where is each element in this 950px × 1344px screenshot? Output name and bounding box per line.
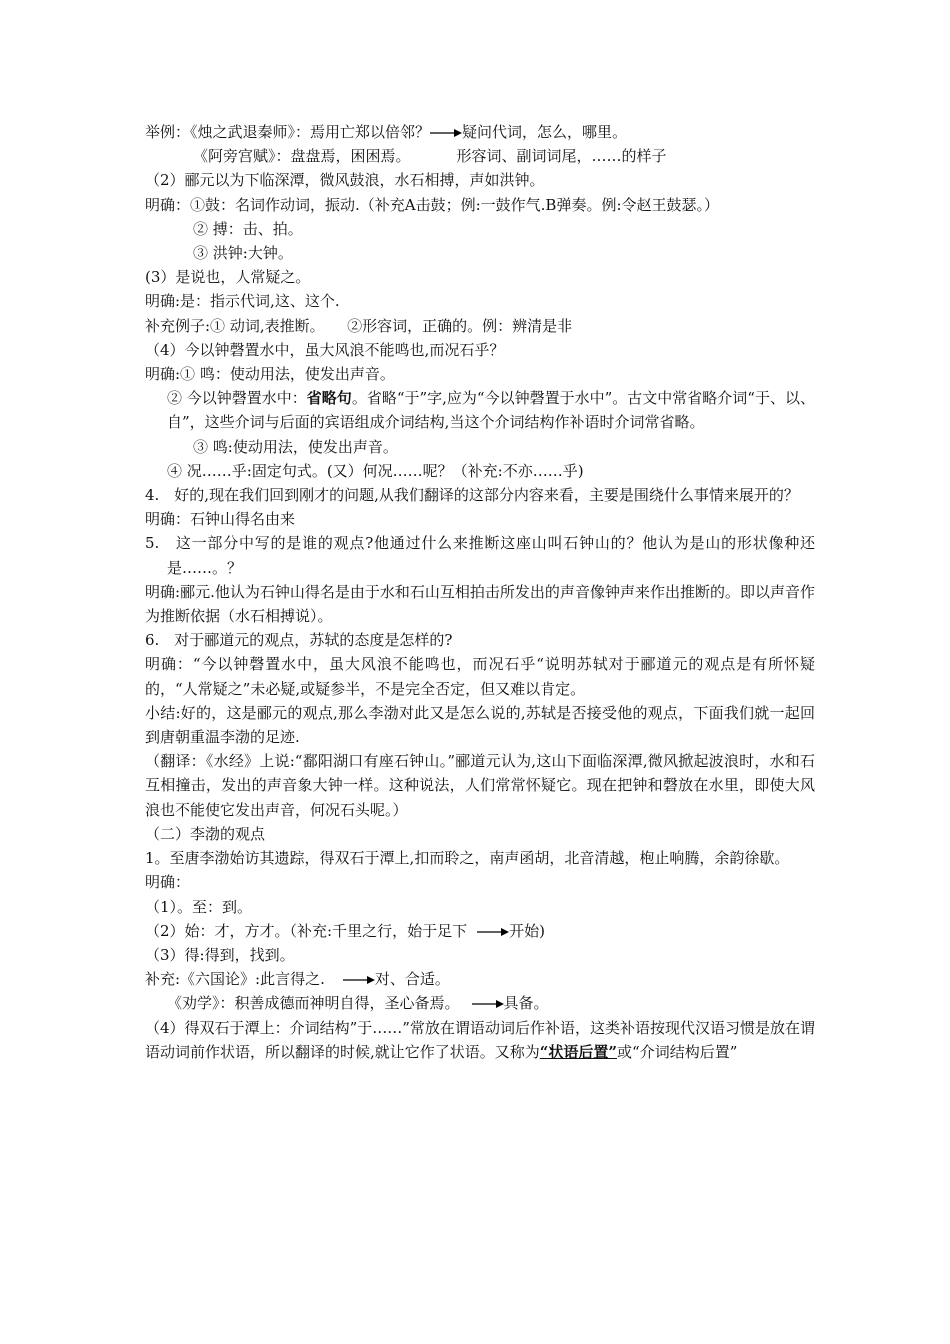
example-line-1: 举例：《烛之武退秦师》：焉用亡郑以倍邻？ 疑问代词，怎么，哪里。 [145,123,628,141]
arrow-icon [430,128,462,138]
answer-zhi: （1）。至：到。 [145,897,253,916]
answer-label: 明确： [145,873,191,892]
example-line-2: 《阿旁宫赋》：盘盘焉，困困焉。 形容词、副词词尾，……的样子 [193,147,667,166]
answer-kuang: ④ 况……乎:固定句式。(又）何况……呢？（补充:不亦……乎) [167,461,584,480]
answer-shi: 明确:是：指示代词,这、这个. [145,292,340,311]
sentence-3: (3）是说也，人常疑之。 [145,268,311,287]
supplement-liuguolun: 补充:《六国论》:此言得之. 对、合适。 [145,970,450,989]
question-5: 5. 这一部分中写的是谁的观点?他通过什么来推断这座山叫石钟山的？他认为是山的形状像种还是……。？ [145,534,815,577]
answer-4: 明确：石钟山得名由来 [145,510,296,529]
answer-omission: ② 今以钟磬置水中：省略句。省略“于”字,应为“今以钟磬置于水中”。古文中常省略介词“于、以、自”，这些介词与后面的宾语组成介词结构,当这个介词结构作补语时介词常省略。 [167,389,815,432]
arrow-icon [472,999,504,1009]
document-page [145,120,815,1064]
translation: （翻译：《水经》上说:“鄱阳湖口有座石钟山。”郦道元认为,这山下面临深潭,微风掀起波浪时，水和石互相撞击，发出的声音象大钟一样。这种说法，人们常常怀疑它。现在把钟和磬放在水里，即使大风浪也不能使它发出声音，何况石头呢。） [145,752,815,819]
sentence-2: （2）郦元以为下临深潭，微风鼓浪，水石相搏，声如洪钟。 [145,171,545,190]
answer-gu: 明确：①鼓：名词作动词，振动.（补充A击鼓；例:一鼓作气.B弹奏。例:令赵王鼓瑟。） [145,195,720,214]
answer-de: （3）得:得到，找到。 [145,945,295,964]
adverbial-postposition-term: “状语后置” [539,1042,618,1061]
arrow-icon [477,927,509,937]
answer-ming-2: ③ 鸣:使动用法，使发出声音。 [193,437,398,456]
answer-5: 明确:郦元.他认为石钟山得名是由于水和石山互相拍击所发出的声音像钟声来作出推断的。即以声音作为推断依据（水石相搏说）。 [145,582,815,626]
answer-hongzhong: ③ 洪钟:大钟。 [193,244,293,263]
section-heading-li-bo: （二）李渤的观点 [145,824,266,843]
answer-ming: 明确:① 鸣：使动用法，使发出声音。 [145,365,395,384]
arrow-icon [343,975,375,985]
question-4: 4. 好的,现在我们回到刚才的问题,从我们翻译的这部分内容来看，主要是围绕什么事情来展开的？ [145,486,799,505]
supplement-examples: 补充例子:① 动词,表推断。 ②形容词，正确的。例：辨清是非 [145,316,573,335]
answer-shi-start: （2）始：才，方才。（补充:千里之行，始于足下 开始) [145,921,545,940]
answer-bo: ② 搏：击、拍。 [193,219,303,238]
summary: 小结:好的，这是郦元的观点,那么李渤对此又是怎么说的,苏轼是否接受他的观点，下面我们就一起回到唐朝重温李渤的足迹. [145,703,815,747]
sentence-4: （4）今以钟磬置水中，虽大风浪不能鸣也,而况石乎？ [145,340,505,359]
answer-6: 明确：“今以钟磬置水中，虽大风浪不能鸣也，而况石乎“说明苏轼对于郦道元的观点是有所怀疑的，“人常疑之”未必疑,或疑参半，不是完全否定，但又难以肯定。 [145,655,815,698]
answer-structure: （4）得双石于潭上：介词结构”于……”常放在谓语动词后作补语，这类补语按现代汉语习惯是放在谓语动词前作状语，所以翻译的时候,就让它作了状语。又称为“状语后置”或“介词结构后置” [145,1018,815,1061]
question-6: 6. 对于郦道元的观点，苏轼的态度是怎样的? [145,631,453,650]
li-bo-text: 1。至唐李渤始访其遗踪，得双石于潭上,扣而聆之，南声函胡，北音清越，枹止响腾，余韵徐歇。 [145,849,790,868]
supplement-quanxue: 《劝学》：积善成德而神明自得，圣心备焉。 具备。 [167,994,549,1013]
